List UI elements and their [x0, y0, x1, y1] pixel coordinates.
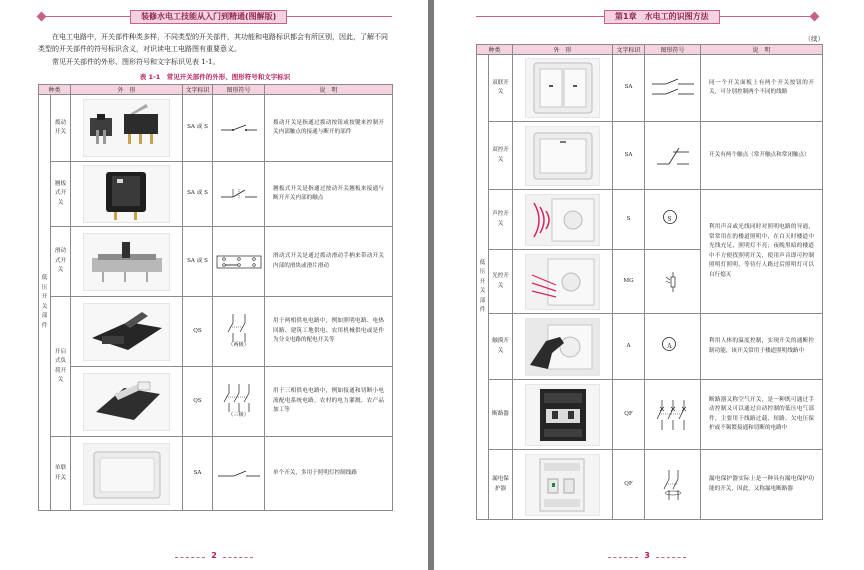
- code-cell: QS: [183, 297, 213, 367]
- kind-cell: 拨动开关: [51, 95, 71, 162]
- two-pole-knife-switch-photo: [83, 303, 170, 361]
- left-header-title: 装修水电工技能从入门到精通(图解版): [130, 10, 287, 24]
- description-cell: 用于三相供电电路中，例如接通和切断小电流配电系统电路，农村的电力灌溉、农产品加工等: [265, 367, 393, 437]
- three-pole-switch-symbol: [219, 383, 259, 413]
- col-kind: 种类: [477, 45, 513, 55]
- toggle-switch-symbol: [219, 123, 259, 133]
- code-cell: SA: [613, 122, 645, 190]
- table-row: [477, 380, 823, 450]
- table-row: [477, 450, 823, 520]
- col-symbol: 图形符号: [645, 45, 701, 55]
- col-kind: 种类: [39, 85, 71, 95]
- right-page-footer: [602, 552, 692, 562]
- col-shape: 外 形: [71, 85, 183, 95]
- code-cell: MG: [613, 250, 645, 314]
- leakage-protector-photo: [525, 454, 600, 516]
- slide-switch-symbol: [216, 255, 262, 269]
- table-row: [477, 314, 823, 380]
- three-pole-knife-switch-photo: [83, 373, 170, 431]
- kind-cell: 双联开关: [489, 55, 513, 122]
- symbol-note: （两极）: [228, 341, 249, 348]
- description-cell: 开关有两个触点（常开触点和常闭触点）: [701, 122, 823, 190]
- description-cell: 漏电保护器实际上是一种具有漏电保护功能的开关，因此，又称漏电断路器: [701, 450, 823, 520]
- code-cell: SA: [613, 55, 645, 122]
- table-row: [39, 297, 393, 367]
- description-cell: 滑动式开关是通过拨动滑动手柄来带动开关内部的滑块或滑片滑动: [265, 227, 393, 297]
- category-cell: 低压开关部件: [39, 95, 51, 511]
- double-gang-switch-photo: [525, 58, 600, 118]
- right-page: [434, 0, 864, 570]
- two-way-switch-photo: [525, 126, 600, 186]
- description-cell: 拨动开关是指通过拨动按钮或按键来控制开关内部触点的接通与断开的部件: [265, 95, 393, 162]
- single-gang-switch-photo: [83, 443, 170, 505]
- table-row: [39, 367, 393, 437]
- code-cell: A: [613, 314, 645, 380]
- table-header-row: [39, 85, 393, 95]
- code-cell: SA 或 S: [183, 95, 213, 162]
- intro-paragraph: 在电工电路中，开关部件种类多样，不同类型的开关部件，其功能和电路标识都会有所区别，因此，了解不同类型的开关部件的符号标识含义，对识读电工电路图有重要意义。: [38, 33, 388, 53]
- symbol-note: （三极）: [228, 411, 249, 418]
- table-row: [39, 227, 393, 297]
- description-cell: 翘板式开关是指通过按动开关翘板来接通与断开开关内部的触点: [265, 162, 393, 227]
- kind-cell: 双控开关: [489, 122, 513, 190]
- rocker-switch-symbol: [219, 187, 259, 201]
- left-page: [0, 0, 428, 570]
- kind-cell: 翘板式开关: [51, 162, 71, 227]
- col-description: 说 明: [701, 45, 823, 55]
- col-code: 文字标识: [613, 45, 645, 55]
- kind-cell: 断路器: [489, 380, 513, 450]
- sound-switch-symbol-letter: S: [667, 216, 672, 224]
- kind-cell: 单联开关: [51, 437, 71, 511]
- toggle-switch-photo: [83, 99, 170, 157]
- table-row: [39, 95, 393, 162]
- intro-paragraph-2: 常见开关部件的外形、图形符号和文字标识见表 1-1。: [52, 58, 220, 66]
- kind-cell: 触摸开关: [489, 314, 513, 380]
- kind-cell: 滑动式开关: [51, 227, 71, 297]
- single-switch-symbol: [216, 469, 262, 479]
- col-shape: 外 形: [513, 45, 613, 55]
- slide-switch-photo: [83, 233, 170, 291]
- code-cell: SA 或 S: [183, 227, 213, 297]
- description-cell: 单个开关，多用于照明灯控制线路: [265, 437, 393, 511]
- circuit-breaker-photo: [525, 384, 600, 446]
- page-number: 3: [644, 551, 650, 560]
- table-row: [477, 190, 823, 250]
- description-cell: 利用声音或光线同时对照明电路的导通，常常用在的楼道照明中，在白天时楼道中光线充足，照明灯不亮；夜晚黑暗的楼道中不方便找照明开关，使用声音即可控制照明灯照明，等待行人路过后照明灯可以自行熄灭: [701, 190, 823, 314]
- description-cell: 同一个开关面板上有两个开关按钮的开关，可分别控制两个不同的线路: [701, 55, 823, 122]
- left-running-header: [38, 10, 392, 24]
- rocker-switch-photo: [83, 165, 170, 223]
- kind-cell: 漏电保护器: [489, 450, 513, 520]
- table-row: [39, 162, 393, 227]
- table-caption: 表 1-1 常见开关部件的外形、图形符号和文字标识: [139, 73, 291, 81]
- description-cell: 利用人体的温度控制，实现开关的通断控制功能，该开关常用于楼道照明线路中: [701, 314, 823, 380]
- continued-label: （续）: [804, 35, 824, 43]
- double-switch-symbol: [650, 78, 696, 98]
- code-cell: S: [613, 190, 645, 250]
- col-description: 说 明: [265, 85, 393, 95]
- code-cell: SA: [183, 437, 213, 511]
- table-row: [477, 55, 823, 122]
- two-pole-switch-symbol: [221, 313, 257, 343]
- switch-table-right: [476, 44, 823, 520]
- code-cell: SA 或 S: [183, 162, 213, 227]
- light-control-switch-photo: [525, 254, 600, 310]
- light-switch-symbol: [663, 271, 683, 293]
- category-cell: 低压开关部件: [477, 55, 489, 520]
- touch-switch-photo: [525, 318, 600, 376]
- left-page-footer: [169, 552, 259, 562]
- code-cell: QS: [183, 367, 213, 437]
- switch-table-left: [38, 84, 393, 511]
- col-symbol: 图形符号: [213, 85, 265, 95]
- table-header-row: [477, 45, 823, 55]
- circuit-breaker-symbol: [652, 399, 694, 431]
- touch-switch-symbol-letter: A: [667, 343, 672, 351]
- leakage-protector-symbol: [658, 469, 688, 501]
- sound-control-switch-photo: [525, 194, 600, 246]
- description-cell: 断路器又称空气开关，是一种既可通过手动控制又可以通过自动控制的低压电气部件，主要用于线路过载、短路、欠电压保护或不频繁接通和切断的电路中: [701, 380, 823, 450]
- right-running-header: [476, 10, 818, 24]
- description-cell: 用于两相供电电路中，例如照明电路、电热回路、建筑工地供电、农用机械供电或是作为分支电路的配电开关等: [265, 297, 393, 367]
- code-cell: QF: [613, 380, 645, 450]
- col-code: 文字标识: [183, 85, 213, 95]
- kind-cell: 光控开关: [489, 250, 513, 314]
- code-cell: QF: [613, 450, 645, 520]
- kind-cell: 声控开关: [489, 190, 513, 250]
- right-header-title: 第1章 水电工的识图方法: [604, 10, 720, 24]
- two-way-switch-symbol: [653, 144, 693, 168]
- page-number: 2: [211, 551, 217, 560]
- table-row: [477, 122, 823, 190]
- kind-cell-open-load-switch: 开启式负荷开关: [51, 297, 71, 437]
- table-row: [39, 437, 393, 511]
